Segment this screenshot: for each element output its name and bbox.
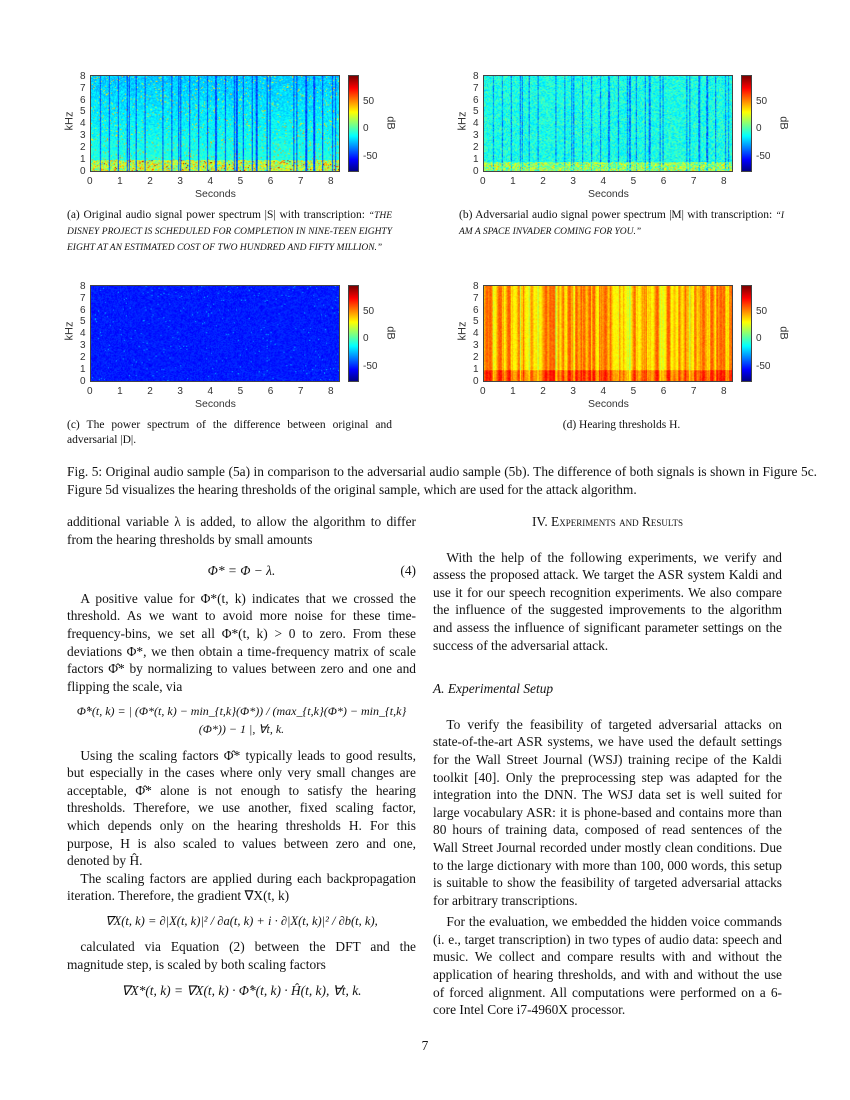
x-tick-label: 8 [327, 386, 334, 397]
paragraph: For the evaluation, we embedded the hidden voice commands (i. e., target transcription) in two types of audio data: speech and music. We collect and compare results with and without the application of hearing thresholds, and with and without the use of forced alignment. All computations were performed on a 6-core Intel Core i7-4960X processor. [433, 914, 782, 1018]
colorbar-tick-label: -50 [363, 361, 378, 372]
y-tick-label: 2 [80, 142, 86, 154]
paragraph: The scaling factors are applied during each backpropagation iteration. Therefore, the gradient ∇X(t, k) [67, 870, 416, 904]
y-tick-label: 0 [80, 376, 86, 387]
transcription: “I AM A SPACE INVADER COMING FOR YOU.” [459, 211, 785, 237]
spectrogram-image [91, 286, 339, 381]
figure-caption: Fig. 5: Original audio sample (5a) in comparison to the adversarial audio sample (5b). The difference of both signals is shown in Figure 5c. Figure 5d visualizes the hearing thresholds of the original sample, which are used for the attack algorithm. [67, 464, 817, 497]
colorbar-tick-label: 0 [756, 123, 762, 134]
colorbar-tick-label: 50 [363, 306, 375, 317]
y-tick-label: 2 [473, 142, 479, 154]
colorbar-tick-label: -50 [363, 151, 378, 162]
colorbar-gradient [742, 286, 751, 381]
subcaption-text: (d) Hearing thresholds H. [562, 419, 681, 431]
spectrogram-image [484, 76, 732, 171]
x-tick-label: 1 [117, 386, 123, 397]
x-tick-label: 2 [147, 386, 153, 397]
x-tick-label: 6 [660, 386, 667, 397]
x-tick-label: 7 [690, 386, 697, 397]
spectrogram-b [483, 75, 733, 172]
paragraph: A positive value for Φ*(t, k) indicates that we crossed the threshold. As we want to avoid more noise for these time-frequency-bins, we set all Φ*(t, k) > 0 to zero. From these deviations Φ*, we then obtain a time-frequency matrix of scale factors Φ̂* by normalizing to values between zero and one and flipping the scale, via [67, 590, 416, 694]
y-axis-label: kHz [63, 111, 76, 131]
x-tick-label: 7 [690, 176, 697, 187]
y-tick-label: 8 [473, 70, 479, 82]
colorbar-label: dB [384, 326, 397, 340]
y-tick-label: 7 [473, 82, 479, 94]
x-tick-label: 7 [297, 176, 304, 187]
x-tick-label: 2 [540, 386, 546, 397]
y-tick-label: 0 [473, 166, 479, 177]
x-tick-label: 6 [267, 176, 274, 187]
y-tick-label: 1 [473, 364, 479, 376]
colorbar-tick-label: -50 [756, 151, 771, 162]
y-axis-label: kHz [63, 321, 76, 341]
colorbar-label: dB [777, 116, 790, 130]
colorbar [348, 285, 359, 382]
x-tick-label: 1 [117, 176, 123, 187]
x-tick-label: 5 [630, 386, 637, 397]
y-tick-label: 5 [473, 106, 479, 118]
subcaption-text: (b) Adversarial audio signal power spectrum |M| with transcription: [459, 209, 773, 221]
x-tick-label: 1 [510, 386, 516, 397]
y-tick-label: 8 [80, 280, 86, 292]
y-tick-label: 0 [473, 376, 479, 387]
left-column [67, 513, 416, 1007]
x-tick-label: 0 [480, 176, 486, 187]
colorbar-tick-label: 50 [756, 96, 768, 107]
right-column [433, 513, 782, 1019]
x-tick-label: 3 [177, 176, 183, 187]
subcaption-c [67, 418, 392, 449]
y-tick-label: 6 [80, 94, 86, 106]
y-tick-label: 2 [80, 352, 86, 364]
y-tick-label: 3 [473, 130, 479, 142]
colorbar-tick-label: 50 [756, 306, 768, 317]
paragraph: Using the scaling factors Φ̂* typically leads to good results, but especially in the cases where only very small changes are acceptable, Φ̂* alone is not enough to satisfy the hearing thresholds. Therefore, we use another, fixed scaling factor, which depends only on the hearing thresholds H. For this purpose, H is also scaled to values between zero and one, denoted by Ĥ. [67, 747, 416, 869]
colorbar-tick-label: 0 [756, 333, 762, 344]
y-tick-label: 4 [80, 118, 86, 130]
spectrogram-image [484, 286, 732, 381]
y-tick-label: 3 [80, 340, 86, 352]
x-tick-label: 2 [540, 176, 546, 187]
y-tick-label: 5 [80, 316, 86, 328]
x-tick-label: 3 [570, 386, 576, 397]
colorbar [741, 75, 752, 172]
y-tick-label: 8 [473, 280, 479, 292]
subcaption-text: (a) Original audio signal power spectrum |S| with transcription: [67, 209, 365, 221]
x-tick-label: 0 [87, 386, 93, 397]
equation-7: ∇X*(t, k) = ∇X(t, k) · Φ̂*(t, k) · Ĥ(t, k), ∀t, k. [121, 982, 362, 998]
y-axis-label: kHz [456, 111, 469, 131]
y-tick-label: 0 [80, 166, 86, 177]
colorbar-gradient [742, 76, 751, 171]
x-tick-label: 6 [267, 386, 274, 397]
x-tick-label: 3 [177, 386, 183, 397]
x-tick-label: 8 [720, 386, 727, 397]
x-tick-label: 7 [297, 386, 304, 397]
y-tick-label: 7 [80, 82, 86, 94]
y-tick-label: 1 [473, 154, 479, 166]
x-tick-label: 0 [87, 176, 93, 187]
subsection-heading: A. Experimental Setup [433, 681, 554, 697]
y-tick-label: 8 [80, 70, 86, 82]
y-tick-label: 5 [80, 106, 86, 118]
y-tick-label: 6 [473, 304, 479, 316]
x-tick-label: 4 [207, 176, 214, 187]
equation-6: ∇X(t, k) = ∂|X(t, k)|² / ∂a(t, k) + i · ∂|X(t, k)|² / ∂b(t, k), [105, 913, 378, 928]
subcaption-d [459, 418, 784, 434]
page-number: 7 [421, 1038, 429, 1053]
x-tick-label: 8 [327, 176, 334, 187]
y-tick-label: 3 [80, 130, 86, 142]
transcription: “THE DISNEY PROJECT IS SCHEDULED FOR COMPLETION IN NINE-TEEN EIGHTY EIGHT AT AN ESTIMATED COST OF TWO HUNDRED AND FIFTY MILLION.” [67, 211, 393, 253]
subcaption-b [459, 208, 784, 240]
paragraph: To verify the feasibility of targeted adversarial attacks on state-of-the-art ASR systems, we have used the default settings for the Wall Street Journal (WSJ) training recipe of the Kaldi toolkit [40]. Only the preprocessing step was adapted for the integration into the DNN. The WSJ data set is well suited for large vocabulary ASR: it is phone-based and contains more than 80 hours of training data, composed of read sentences of the Wall Street Journal recorded under mostly clean conditions. Due to the large dictionary with more than 100, 000 words, this setup is suitable to show the feasibility of targeted adversarial attacks for arbitrary transcriptions. [433, 716, 782, 908]
subcaption-text: (c) The power spectrum of the difference between original and adversarial |D|. [67, 419, 392, 446]
subcaption-a [67, 208, 392, 256]
x-tick-label: 4 [207, 386, 214, 397]
y-tick-label: 7 [80, 292, 86, 304]
y-tick-label: 2 [473, 352, 479, 364]
y-tick-label: 3 [473, 340, 479, 352]
paragraph: additional variable λ is added, to allow the algorithm to differ from the hearing thresholds by small amounts [67, 514, 416, 547]
y-tick-label: 4 [473, 328, 479, 340]
x-tick-label: 4 [600, 176, 607, 187]
x-axis-label: Seconds [588, 188, 629, 200]
equation-5: Φ̂*(t, k) = | (Φ*(t, k) − min_{t,k}(Φ*)) / (max_{t,k}(Φ*) − min_{t,k}(Φ*)) − 1 |, ∀t, k. [76, 704, 407, 736]
colorbar-gradient [349, 286, 358, 381]
colorbar-tick-label: -50 [756, 361, 771, 372]
colorbar-tick-label: 0 [363, 123, 369, 134]
spectrogram-d [483, 285, 733, 382]
colorbar-gradient [349, 76, 358, 171]
y-tick-label: 6 [80, 304, 86, 316]
equation-4 [67, 562, 416, 580]
colorbar-label: dB [777, 326, 790, 340]
y-tick-label: 1 [80, 364, 86, 376]
spectrogram-a [90, 75, 340, 172]
spectrogram-image [91, 76, 339, 171]
y-tick-label: 5 [473, 316, 479, 328]
x-tick-label: 5 [237, 176, 244, 187]
x-axis-label: Seconds [588, 398, 629, 410]
x-tick-label: 2 [147, 176, 153, 187]
spectrogram-c [90, 285, 340, 382]
x-tick-label: 5 [237, 386, 244, 397]
x-tick-label: 8 [720, 176, 727, 187]
equation-text: Φ* = Φ − λ. [207, 563, 276, 579]
x-tick-label: 1 [510, 176, 516, 187]
x-tick-label: 3 [570, 176, 576, 187]
y-tick-label: 7 [473, 292, 479, 304]
paragraph: With the help of the following experiments, we verify and assess the proposed attack. We target the ASR system Kaldi and use it for our speech recognition experiments. We also compare the influence of the suggested improvements to the algorithm and assess the influence of significant parameter settings on the success of the adversarial attack. [433, 549, 782, 653]
equation-number: (4) [400, 563, 416, 579]
x-tick-label: 0 [480, 386, 486, 397]
colorbar-label: dB [384, 116, 397, 130]
y-tick-label: 4 [80, 328, 86, 340]
x-tick-label: 4 [600, 386, 607, 397]
y-tick-label: 4 [473, 118, 479, 130]
x-tick-label: 6 [660, 176, 667, 187]
colorbar-tick-label: 50 [363, 96, 375, 107]
y-axis-label: kHz [456, 321, 469, 341]
colorbar-tick-label: 0 [363, 333, 369, 344]
y-tick-label: 6 [473, 94, 479, 106]
x-axis-label: Seconds [195, 398, 236, 410]
paragraph: calculated via Equation (2) between the DFT and the magnitude step, is scaled by both scaling factors [67, 939, 416, 973]
x-tick-label: 5 [630, 176, 637, 187]
y-tick-label: 1 [80, 154, 86, 166]
colorbar [741, 285, 752, 382]
colorbar [348, 75, 359, 172]
section-heading: IV. Experiments and Results [531, 514, 684, 529]
x-axis-label: Seconds [195, 188, 236, 200]
